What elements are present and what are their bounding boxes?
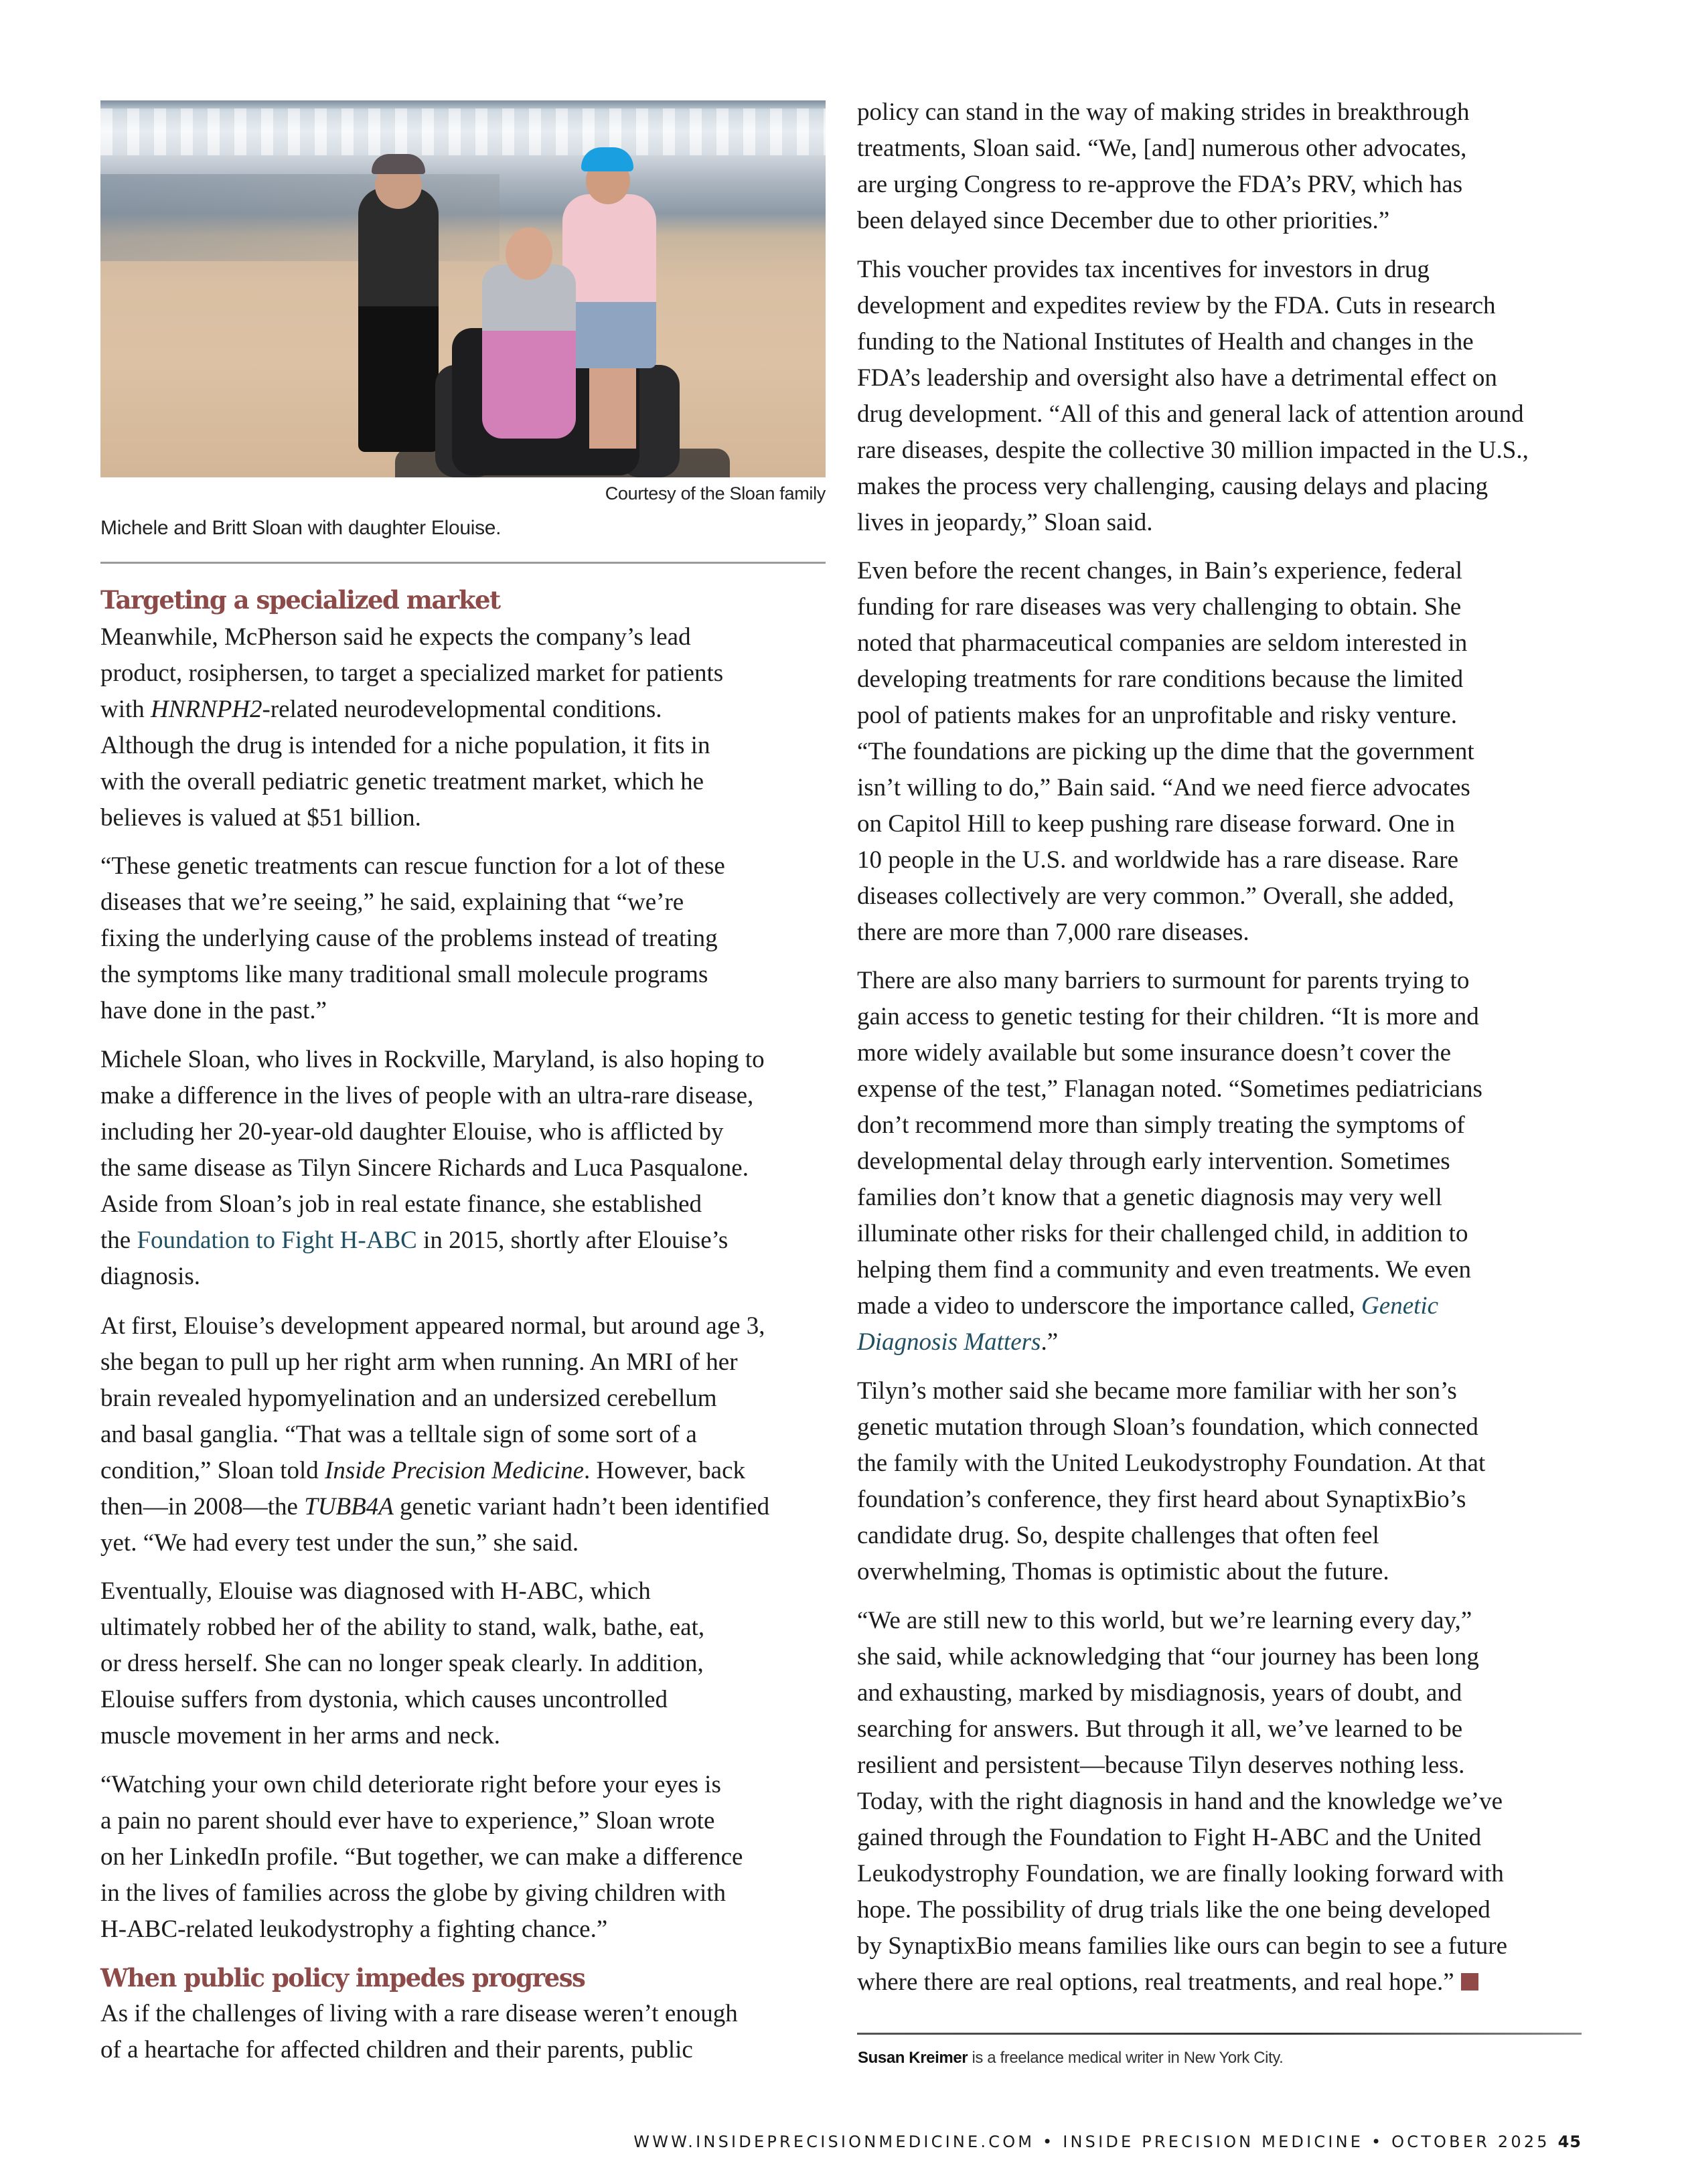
text-span: then—in 2008—the	[100, 1493, 305, 1520]
foundation-link[interactable]: Foundation to Fight H-ABC	[137, 1227, 417, 1254]
text-line: there are more than 7,000 rare diseases.	[857, 919, 1249, 946]
text-line: As if the challenges of living with a rare disease weren’t enough	[100, 2000, 738, 2027]
text-line: Meanwhile, McPherson said he expects the company’s lead	[100, 623, 691, 651]
text-span: where there are real options, real treatments, and real hope.”	[857, 1968, 1454, 1996]
text-line	[100, 1223, 827, 1259]
text-line: developing treatments for rare conditions because the limited	[857, 666, 1464, 693]
text-line: illuminate other risks for their challenged child, in addition to	[857, 1220, 1468, 1247]
text-line: There are also many barriers to surmount for parents trying to	[857, 967, 1470, 994]
text-line: Aside from Sloan’s job in real estate finance, she established	[100, 1190, 702, 1218]
text-line: This voucher provides tax incentives for investors in drug	[857, 256, 1430, 283]
photo-person-elouise-head	[506, 228, 552, 280]
text-line: H-ABC-related leukodystrophy a fighting chance.”	[100, 1916, 608, 1943]
text-span: condition,” Sloan told	[100, 1457, 325, 1484]
paragraph	[857, 94, 1584, 239]
text-line: funding to the National Institutes of Health and changes in the	[857, 328, 1474, 356]
author-byline	[858, 2049, 1283, 2068]
text-line: genetic mutation through Sloan’s foundation, which connected	[857, 1413, 1478, 1441]
text-line: more widely available but some insurance doesn’t cover the	[857, 1039, 1452, 1067]
section-heading: When public policy impedes progress	[100, 1963, 585, 1993]
photo-person-michele-hat	[372, 154, 425, 174]
footer-text: WWW.INSIDEPRECISIONMEDICINE.COM • INSIDE PRECISION MEDICINE • OCTOBER 2025	[633, 2132, 1558, 2151]
text-line: foundation’s conference, they first heard about SynaptixBio’s	[857, 1486, 1466, 1513]
text-line: in the lives of families across the globe by giving children with	[100, 1879, 727, 1907]
text-line: isn’t willing to do,” Bain said. “And we need fierce advocates	[857, 774, 1470, 801]
photo-person-elouise	[482, 264, 576, 439]
photo-person-britt-legs	[589, 368, 636, 449]
text-line: a pain no parent should ever have to experience,” Sloan wrote	[100, 1807, 715, 1835]
gene-name: TUBB4A	[304, 1493, 394, 1520]
video-link-text: Genetic	[1361, 1292, 1439, 1320]
text-line: are urging Congress to re-approve the FDA’s PRV, which has	[857, 171, 1463, 198]
text-line: believes is valued at $51 billion.	[100, 804, 421, 832]
video-link[interactable]	[1361, 1292, 1438, 1320]
text-line: on her LinkedIn profile. “But together, we can make a difference	[100, 1843, 743, 1871]
text-line: “These genetic treatments can rescue function for a lot of these	[100, 852, 725, 880]
text-line: drug development. “All of this and general lack of attention around	[857, 400, 1524, 428]
text-line: including her 20-year-old daughter Elouise, who is afflicted by	[100, 1118, 724, 1146]
text-line: Although the drug is intended for a niche population, it fits in	[100, 732, 710, 759]
paragraph	[100, 619, 827, 836]
text-line: by SynaptixBio means families like ours can begin to see a future	[857, 1932, 1508, 1960]
text-line	[857, 1324, 1584, 1360]
page-footer	[633, 2132, 1582, 2151]
text-line: she began to pull up her right arm when running. An MRI of her	[100, 1348, 738, 1376]
text-line: “The foundations are picking up the dime that the government	[857, 738, 1474, 765]
paragraph	[857, 252, 1584, 541]
section-heading: Targeting a specialized market	[100, 585, 500, 615]
text-line: diseases that we’re seeing,” he said, explaining that “we’re	[100, 888, 684, 916]
text-line: At first, Elouise’s development appeared normal, but around age 3,	[100, 1312, 765, 1340]
text-span: . However, back	[584, 1457, 746, 1484]
paragraph	[857, 1373, 1584, 1590]
text-line: make a difference in the lives of people with an ultra-rare disease,	[100, 1082, 754, 1109]
text-line: don’t recommend more than simply treating the symptoms of	[857, 1111, 1465, 1139]
text-line	[100, 1489, 827, 1525]
photo-wet-sand	[100, 174, 500, 261]
text-line: Michele Sloan, who lives in Rockville, Maryland, is also hoping to	[100, 1046, 765, 1073]
text-line	[100, 1453, 827, 1489]
end-mark-icon	[1461, 1973, 1478, 1991]
text-line: noted that pharmaceutical companies are seldom interested in	[857, 629, 1468, 657]
paragraph	[100, 1996, 827, 2068]
text-line: pool of patients makes for an unprofitable and risky venture.	[857, 702, 1457, 729]
text-line: brain revealed hypomyelination and an undersized cerebellum	[100, 1385, 717, 1412]
text-line: the same disease as Tilyn Sincere Richards and Luca Pasqualone.	[100, 1154, 749, 1182]
text-line: “We are still new to this world, but we’re learning every day,”	[857, 1607, 1472, 1634]
text-line: “Watching your own child deteriorate right before your eyes is	[100, 1771, 721, 1798]
text-line	[857, 1964, 1584, 2001]
author-bio: is a freelance medical writer in New York City.	[968, 2049, 1284, 2067]
paragraph	[100, 1308, 827, 1561]
text-line: gained through the Foundation to Fight H-ABC and the United	[857, 1824, 1482, 1851]
byline-divider	[857, 2033, 1582, 2035]
paragraph	[100, 1767, 827, 1948]
article-photo	[100, 100, 826, 477]
text-line: or dress herself. She can no longer speak clearly. In addition,	[100, 1650, 704, 1677]
text-line: have done in the past.”	[100, 997, 327, 1024]
text-line: hope. The possibility of drug trials like the one being developed	[857, 1896, 1490, 1924]
text-line: treatments, Sloan said. “We, [and] numerous other advocates,	[857, 135, 1467, 162]
text-line: product, rosiphersen, to target a specialized market for patients	[100, 659, 724, 687]
text-line: she said, while acknowledging that “our journey has been long	[857, 1643, 1479, 1670]
paragraph	[100, 1042, 827, 1295]
text-line: expense of the test,” Flanagan noted. “Sometimes pediatricians	[857, 1075, 1482, 1103]
text-line: the symptoms like many traditional small molecule programs	[100, 961, 708, 988]
text-line: 10 people in the U.S. and worldwide has a rare disease. Rare	[857, 846, 1458, 874]
paragraph	[857, 963, 1584, 1360]
text-line: on Capitol Hill to keep pushing rare disease forward. One in	[857, 810, 1455, 838]
photo-person-michele	[358, 187, 439, 452]
gene-name: HNRNPH2	[151, 696, 262, 723]
text-line: and exhausting, marked by misdiagnosis, years of doubt, and	[857, 1679, 1462, 1707]
text-span: in 2015, shortly after Elouise’s	[416, 1227, 729, 1254]
author-name: Susan Kreimer	[858, 2049, 968, 2067]
text-line: of a heartache for affected children and their parents, public	[100, 2036, 693, 2063]
video-link-text: Diagnosis Matters	[857, 1328, 1041, 1356]
photo-surf	[100, 108, 826, 155]
text-line: FDA’s leadership and oversight also have a detrimental effect on	[857, 364, 1497, 392]
text-line: Today, with the right diagnosis in hand and the knowledge we’ve	[857, 1788, 1503, 1815]
text-line	[100, 692, 827, 728]
text-line: ultimately robbed her of the ability to stand, walk, bathe, eat,	[100, 1614, 705, 1641]
text-line: searching for answers. But through it all, we’ve learned to be	[857, 1715, 1463, 1743]
text-span: with	[100, 696, 151, 723]
text-line: policy can stand in the way of making strides in breakthrough	[857, 98, 1470, 126]
video-link[interactable]	[857, 1328, 1041, 1356]
text-line: helping them find a community and even treatments. We even	[857, 1256, 1471, 1283]
photo-caption: Michele and Britt Sloan with daughter Elouise.	[100, 517, 502, 539]
text-line: overwhelming, Thomas is optimistic about the future.	[857, 1558, 1389, 1585]
publication-name: Inside Precision Medicine	[325, 1457, 585, 1484]
text-line: Leukodystrophy Foundation, we are finally looking forward with	[857, 1860, 1504, 1887]
text-line: Tilyn’s mother said she became more familiar with her son’s	[857, 1377, 1457, 1405]
text-line: Elouise suffers from dystonia, which causes uncontrolled	[100, 1686, 668, 1713]
text-span: made a video to underscore the importance called,	[857, 1292, 1362, 1320]
text-line: diagnosis.	[100, 1263, 201, 1290]
paragraph	[857, 1603, 1584, 2001]
text-line: makes the process very challenging, causing delays and placing	[857, 473, 1488, 500]
text-line	[857, 1288, 1584, 1324]
text-line: Eventually, Elouise was diagnosed with H-ABC, which	[100, 1577, 651, 1605]
text-line: diseases collectively are very common.” Overall, she added,	[857, 882, 1454, 910]
text-line: and basal ganglia. “That was a telltale sign of some sort of a	[100, 1421, 697, 1448]
photo-person-britt	[562, 194, 656, 368]
paragraph	[857, 553, 1584, 951]
text-line: been delayed since December due to other priorities.”	[857, 207, 1390, 234]
text-span: genetic variant hadn’t been identified	[393, 1493, 770, 1520]
text-line: fixing the underlying cause of the problems instead of treating	[100, 925, 718, 952]
text-line: candidate drug. So, despite challenges that often feel	[857, 1522, 1379, 1549]
paragraph	[100, 848, 827, 1029]
text-line: gain access to genetic testing for their children. “It is more and	[857, 1003, 1479, 1030]
text-line: funding for rare diseases was very challenging to obtain. She	[857, 593, 1462, 621]
text-span: -related neurodevelopmental conditions.	[262, 696, 662, 723]
divider	[100, 562, 826, 564]
photo-credit: Courtesy of the Sloan family	[605, 483, 826, 503]
text-span: the	[100, 1227, 137, 1254]
text-line: yet. “We had every test under the sun,” she said.	[100, 1529, 579, 1557]
text-line: lives in jeopardy,” Sloan said.	[857, 509, 1153, 536]
page-number: 45	[1557, 2132, 1582, 2151]
photo-person-britt-cap	[581, 147, 633, 171]
text-line: development and expedites review by the FDA. Cuts in research	[857, 292, 1496, 319]
text-line: resilient and persistent—because Tilyn deserves nothing less.	[857, 1751, 1465, 1779]
text-line: developmental delay through early intervention. Sometimes	[857, 1148, 1450, 1175]
text-line: muscle movement in her arms and neck.	[100, 1722, 500, 1749]
text-line: rare diseases, despite the collective 30 million impacted in the U.S.,	[857, 437, 1529, 464]
text-line: the family with the United Leukodystrophy Foundation. At that	[857, 1450, 1486, 1477]
text-line: families don’t know that a genetic diagnosis may very well	[857, 1184, 1442, 1211]
text-line: Even before the recent changes, in Bain’s experience, federal	[857, 557, 1462, 584]
paragraph	[100, 1573, 827, 1754]
text-span: .”	[1041, 1328, 1059, 1356]
text-line: with the overall pediatric genetic treatment market, which he	[100, 768, 704, 795]
